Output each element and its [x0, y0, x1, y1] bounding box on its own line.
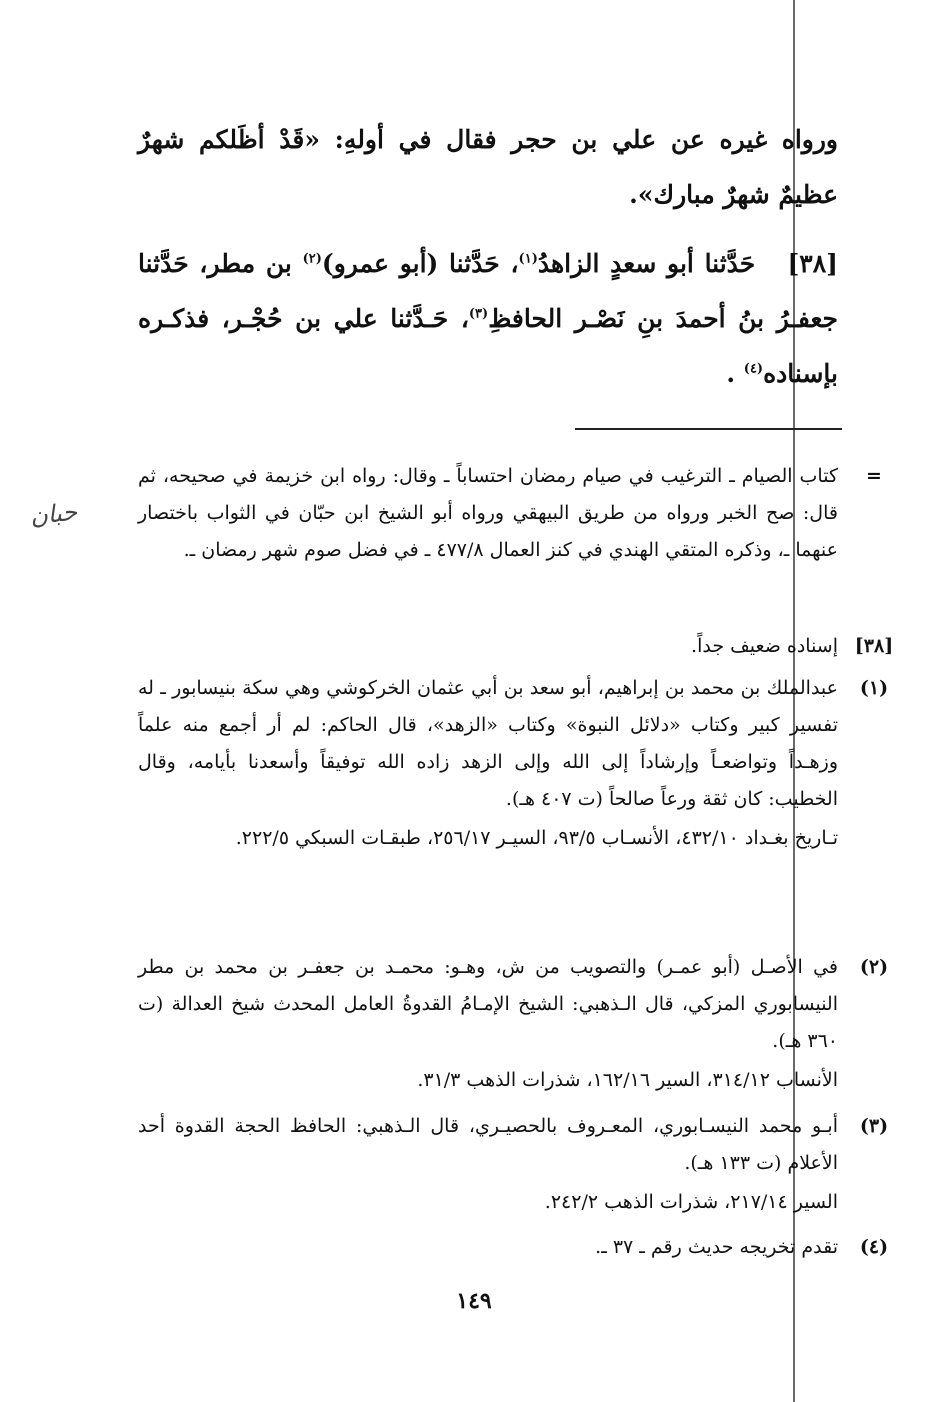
footnote-ref-2[interactable]: (٢) [302, 251, 322, 267]
isnad-text-3: بن مطر، حَدَّثنا جعفـرُ بنُ أحمدَ بنِ نَصْـر الحافظِ [138, 249, 838, 333]
footnote-2-label: (٢) [859, 956, 889, 978]
footnote-ref-1[interactable]: (١) [518, 251, 538, 267]
handwritten-margin-note: حبان [28, 497, 79, 531]
isnad-text-4: ، حَـدَّثنا علي بن حُجْـر، فذكـره بإسناده [138, 304, 838, 388]
footnote-continuation-text: كتاب الصيام ـ الترغيب في صيام رمضان احتساباً ـ وقال: رواه ابن خزيمة في صحيحه، ثم قال: صح الخبر ورواه من طريق البيهقي ورواه أبو الشيخ ابن حبّان في الثواب باختصار عنهما ـ، وذكره المتقي الهندي في كنز العمال ٤٧٧/٨ ـ في فضل صوم شهر رمضان ـ. [138, 465, 838, 561]
footnote-3 [138, 1108, 889, 1223]
main-paragraph-1-text: ورواه غيره عن علي بن حجر فقال في أولهِ: «قَدْ أظَلكم شهرٌ عظيمٌ شهرٌ مبارك». [138, 125, 838, 209]
footnote-2-refs: الأنساب ٣١٤/١٢، السير ١٦٢/١٦، شذرات الذهب ٣١/٣. [417, 1069, 838, 1091]
footnote-38 [138, 628, 894, 667]
footnote-4-text: تقدم تخريجه حديث رقم ـ ٣٧ ـ. [595, 1236, 838, 1258]
footnote-3-label: (٣) [859, 1115, 889, 1137]
main-paragraph-1 [138, 112, 838, 222]
footnote-1-refs: تـاريخ بغـداد ٤٣٢/١٠، الأنسـاب ٩٣/٥، السيـر ٢٥٦/١٧، طبقـات السبكي ٢٢٢/٥. [235, 827, 838, 849]
footnote-continuation-marker: = [866, 465, 882, 487]
footnote-1-label: (١) [859, 677, 889, 699]
isnad-text-5: . [726, 359, 744, 388]
footnote-38-label: [٣٨] [854, 635, 894, 657]
footnote-3-text: أبـو محمد النيسـابوري، المعـروف بالحصيـري، قال الـذهبي: الحافظ الحجة القدوة أحد الأعلام (ت ١٣٣ هـ). [138, 1115, 838, 1174]
footnote-ref-4[interactable]: (٤) [743, 361, 764, 377]
footnote-4 [138, 1229, 889, 1268]
isnad-text-1: حَدَّثنا أبو سعدٍ الزاهدُ [537, 249, 756, 278]
footnote-2-text: في الأصـل (أبو عمـر) والتصويب من ش، وهـو: محمـد بن جعفـر بن محمد بن مطر النيسابوري المزكي، قال الـذهبي: الشيخ الإمـامُ القدوةُ العامل المحدث شيخ العدالة (ت ٣٦٠ هـ). [138, 956, 838, 1052]
footnote-continuation [138, 458, 882, 571]
main-paragraph-2 [138, 236, 838, 401]
footnote-2 [138, 949, 889, 1101]
footnote-1-text: عبدالملك بن محمد بن إبراهيم، أبو سعد بن أبي عثمان الخركوشي وهي سكة بنيسابور ـ له تفسير كبير وكتاب «دلائل النبوة» وكتاب «الزهد»، قال الحاكم: لم أر أجمع منه علماً وزهـداً وتواضعـاً وإرشاداً إلى الله وإلى الزهد زاده الله توفيقاً وأسعدنا بأيامه، وقال الخطيب: كان ثقة ورعاً صالحاً (ت ٤٠٧ هـ). [138, 677, 838, 810]
footnote-3-refs: السير ٢١٧/١٤، شذرات الذهب ٢٤٢/٢. [544, 1191, 838, 1213]
page-number: ١٤٩ [456, 1288, 492, 1314]
footnote-ref-3[interactable]: (٣) [468, 306, 489, 322]
footnote-38-text: إسناده ضعيف جداً. [691, 635, 838, 657]
hadith-number: [٣٨] [787, 249, 838, 278]
isnad-text-2: ، حَدَّثنا (أبو عمرو) [321, 249, 519, 278]
footnote-1 [138, 670, 889, 859]
footnote-separator [575, 428, 842, 430]
footnote-4-label: (٤) [859, 1236, 889, 1258]
